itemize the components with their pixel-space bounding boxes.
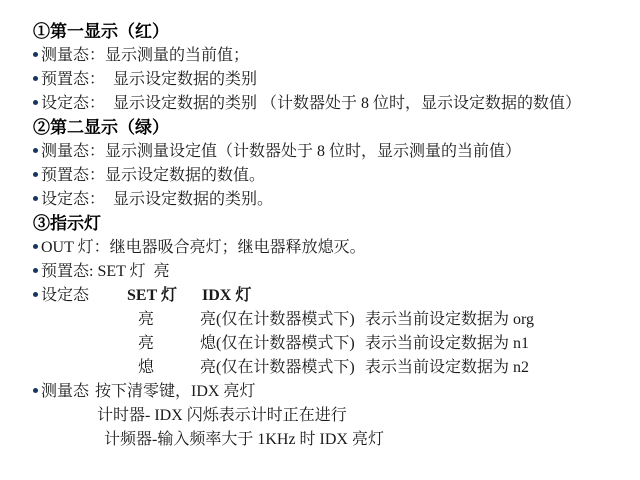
section2-heading: ②第二显示（绿） xyxy=(33,118,169,137)
bullet-icon xyxy=(33,244,38,249)
measure-continuation-timer: 计时器- IDX 闪烁表示计时正在进行 xyxy=(97,407,347,424)
set-lamp-column-header: SET 灯 xyxy=(127,287,177,304)
section1-heading: ①第一显示（红） xyxy=(33,22,169,41)
bullet-icon xyxy=(33,100,38,105)
bullet-icon xyxy=(33,268,38,273)
section1-item-measure xyxy=(33,44,630,68)
bullet-icon xyxy=(33,292,38,297)
item-text: 预置态: SET 灯 亮 xyxy=(41,263,170,280)
item-text: 按下清零键，IDX 亮灯 xyxy=(95,383,256,400)
measure-continuation-counter: 计频器-输入频率大于 1KHz 时 IDX 亮灯 xyxy=(104,431,384,448)
section2-item-setting xyxy=(33,188,630,212)
lamp-table-row xyxy=(33,308,630,332)
item-text: 设定态： 显示设定数据的类别 （计数器处于 8 位时，显示设定数据的数值） xyxy=(41,95,582,112)
lamp-table-header xyxy=(33,284,630,308)
item-text: OUT 灯：继电器吸合亮灯；继电器释放熄灭。 xyxy=(41,239,366,256)
bullet-icon xyxy=(33,52,38,57)
item-text: 测量态：显示测量的当前值； xyxy=(41,47,250,64)
set-state: 熄 xyxy=(138,359,155,376)
section2-item-measure xyxy=(33,140,630,164)
row-description: 表示当前设定数据为 n1 xyxy=(365,335,530,352)
item-text: 设定态： 显示设定数据的类别。 xyxy=(41,191,274,208)
idx-state: 亮(仅在计数器模式下) xyxy=(200,311,355,328)
lamp-table-row xyxy=(33,332,630,356)
item-text: 测量态：显示测量设定值（计数器处于 8 位时，显示测量的当前值） xyxy=(41,143,522,160)
bullet-icon xyxy=(33,196,38,201)
bullet-icon xyxy=(33,172,38,177)
row-description: 表示当前设定数据为 org xyxy=(365,311,535,328)
bullet-icon xyxy=(33,76,38,81)
section1-item-preset xyxy=(33,68,630,92)
bullet-icon xyxy=(33,148,38,153)
row-label: 测量态 xyxy=(41,383,90,400)
idx-lamp-column-header: IDX 灯 xyxy=(202,287,252,304)
idx-state: 熄(仅在计数器模式下) xyxy=(200,335,355,352)
item-text: 预置态：显示设定数据的数值。 xyxy=(41,167,266,184)
item-text: 预置态： 显示设定数据的类别 xyxy=(41,71,258,88)
section2-item-preset xyxy=(33,164,630,188)
set-state: 亮 xyxy=(138,311,155,328)
section3-heading: ③指示灯 xyxy=(33,214,101,233)
section3-item-preset xyxy=(33,260,630,284)
row-description: 表示当前设定数据为 n2 xyxy=(365,359,530,376)
row-label: 设定态 xyxy=(41,287,90,304)
section1-item-setting xyxy=(33,92,630,116)
set-state: 亮 xyxy=(138,335,155,352)
section3-item-out xyxy=(33,236,630,260)
section3-item-measure xyxy=(33,380,630,404)
bullet-icon xyxy=(33,388,38,393)
idx-state: 亮(仅在计数器模式下) xyxy=(200,359,355,376)
lamp-table-row xyxy=(33,356,630,380)
